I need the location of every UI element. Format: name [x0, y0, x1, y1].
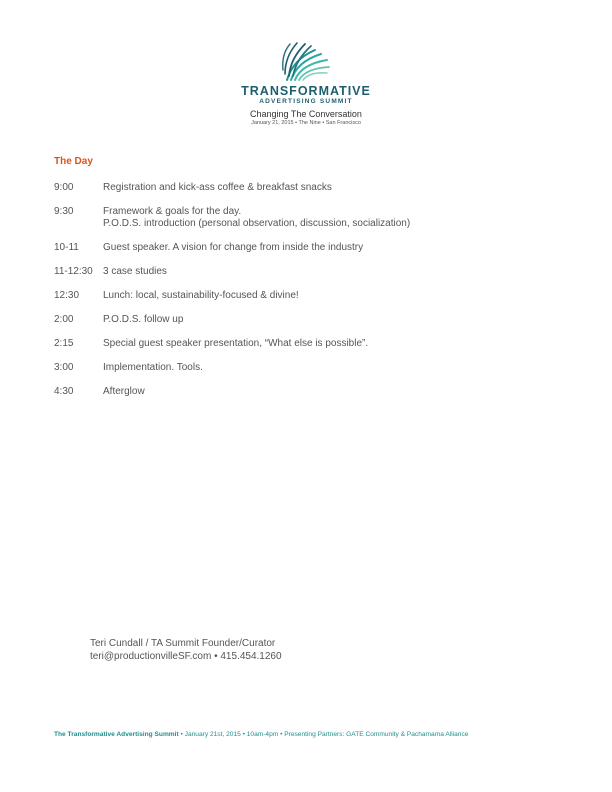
- agenda-time: 12:30: [54, 290, 80, 301]
- agenda-description-line: Guest speaker. A vision for change from inside the industry: [103, 242, 364, 253]
- agenda-description: [103, 338, 574, 350]
- footer: [54, 731, 468, 738]
- footer-details: • January 21st, 2015 • 10am-4pm • Presenting Partners: GATE Community & Pachamama Alliance: [178, 731, 469, 738]
- agenda-item: [54, 386, 574, 398]
- footer-brand: The Transformative Advertising Summit: [54, 731, 179, 738]
- agenda-time: 2:00: [54, 314, 74, 325]
- agenda-time: 9:30: [54, 206, 74, 217]
- agenda-description: [103, 182, 574, 194]
- summit-logo-icon: [281, 40, 333, 82]
- brand-title: TRANSFORMATIVE: [241, 84, 371, 98]
- agenda-description: [103, 290, 574, 302]
- agenda-time: 10-11: [54, 242, 79, 253]
- agenda-description-line: Implementation. Tools.: [103, 362, 203, 373]
- agenda-description-line: Lunch: local, sustainability-focused & divine!: [103, 290, 299, 301]
- agenda-description-line: Registration and kick-ass coffee & breakfast snacks: [103, 182, 332, 193]
- agenda-description: [103, 266, 574, 278]
- agenda-description: [103, 386, 574, 398]
- brand-subtitle: ADVERTISING SUMMIT: [259, 98, 353, 105]
- agenda-time: 11-12:30: [54, 266, 93, 277]
- agenda-item: [54, 242, 574, 254]
- contact-email-phone[interactable]: teri@productionvilleSF.com • 415.454.1260: [90, 651, 282, 662]
- agenda-time: 2:15: [54, 338, 74, 349]
- agenda-description: [103, 242, 574, 254]
- agenda-item: [54, 266, 574, 278]
- agenda-description: [103, 206, 574, 230]
- section-heading: The Day: [54, 156, 93, 167]
- agenda-item: [54, 338, 574, 350]
- agenda-description: [103, 314, 574, 326]
- event-meta: January 21, 2015 • The Nine • San Francisco: [251, 120, 361, 126]
- contact-block: [90, 637, 282, 663]
- agenda-description-line: Framework & goals for the day.: [103, 206, 242, 217]
- agenda-list: [54, 182, 574, 410]
- agenda-description-line: 3 case studies: [103, 266, 167, 277]
- agenda-item: [54, 362, 574, 374]
- agenda-description-line: P.O.D.S. introduction (personal observation, discussion, socialization): [103, 218, 411, 229]
- agenda-item: [54, 182, 574, 194]
- agenda-description-line: Afterglow: [103, 386, 145, 397]
- agenda-item: [54, 206, 574, 230]
- contact-name: Teri Cundall / TA Summit Founder/Curator: [90, 638, 276, 649]
- agenda-time: 3:00: [54, 362, 74, 373]
- agenda-description-line: Special guest speaker presentation, “What else is possible”.: [103, 338, 369, 349]
- agenda-item: [54, 290, 574, 302]
- agenda-time: 9:00: [54, 182, 74, 193]
- agenda-description: [103, 362, 574, 374]
- agenda-item: [54, 314, 574, 326]
- agenda-description-line: P.O.D.S. follow up: [103, 314, 184, 325]
- agenda-time: 4:30: [54, 386, 74, 397]
- tagline: Changing The Conversation: [250, 109, 362, 119]
